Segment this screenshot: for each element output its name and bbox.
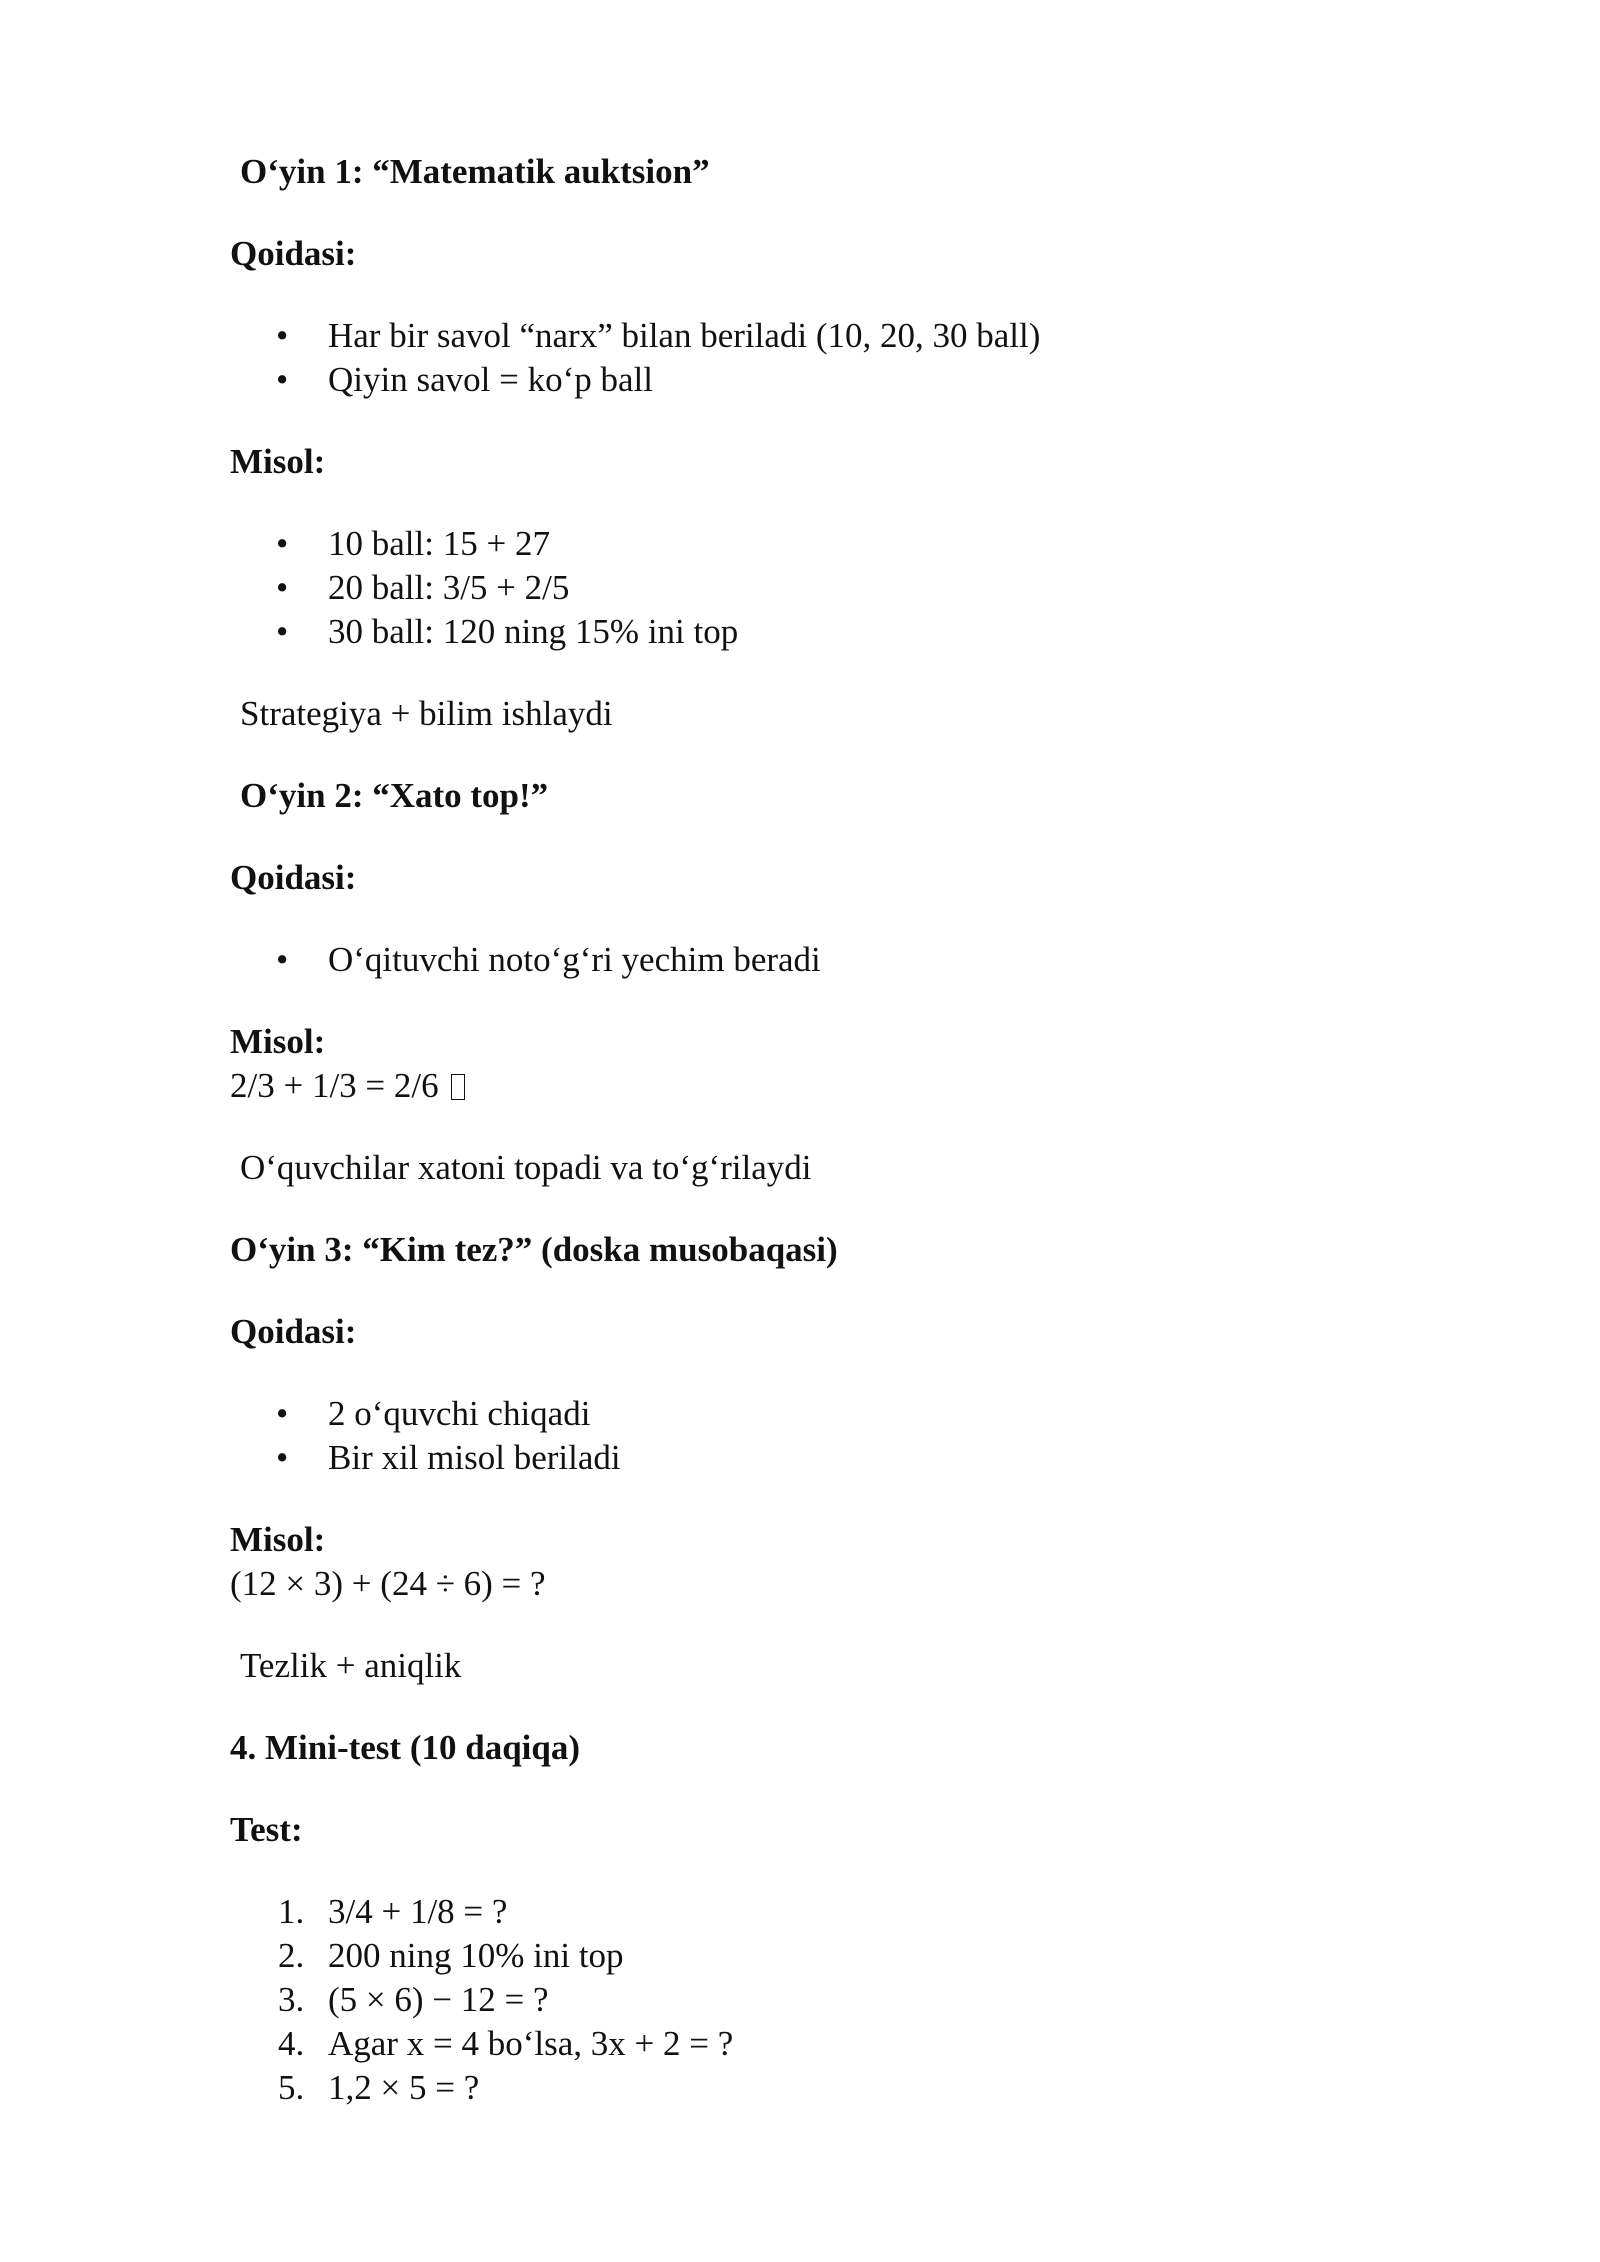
list-item (230, 1934, 1430, 1978)
game3-rules-list (230, 1392, 1430, 1480)
game2-note: O‘quvchilar xatoni topadi va to‘g‘rilaydi (240, 1148, 812, 1187)
list-item: • Har bir savol “narx” bilan beriladi (10, 20, 30 ball) (230, 314, 1430, 358)
game1-note: Strategiya + bilim ishlaydi (240, 694, 613, 733)
list-item: • Qiyin savol = ko‘p ball (230, 358, 1430, 402)
list-item: • Bir xil misol beriladi (230, 1436, 1430, 1480)
list-item: • 2 o‘quvchi chiqadi (230, 1392, 1430, 1436)
list-item (230, 2066, 1430, 2110)
game3-rules-label: Qoidasi: (230, 1312, 357, 1351)
list-item: • 30 ball: 120 ning 15% ini top (230, 610, 1430, 654)
game2-example-text: 2/3 + 1/3 = 2/6 (230, 1066, 439, 1105)
list-item (230, 2022, 1430, 2066)
item-number: 5. (278, 2068, 305, 2107)
item-text: Agar x = 4 bo‘lsa, 3x + 2 = ? (328, 2024, 734, 2063)
game2-title: O‘yin 2: “Xato top!” (240, 776, 549, 815)
game2-rules-list (230, 938, 1430, 982)
item-number: 2. (278, 1936, 305, 1975)
item-number: 3. (278, 1980, 305, 2019)
game2-rules-label: Qoidasi: (230, 858, 357, 897)
minitest-test-label: Test: (230, 1810, 303, 1849)
minitest-title: 4. Mini-test (10 daqiqa) (230, 1728, 580, 1767)
game3-example: (12 × 3) + (24 ÷ 6) = ? (230, 1564, 546, 1603)
list-item (230, 1890, 1430, 1934)
document-page (230, 150, 1430, 2110)
item-text: 3/4 + 1/8 = ? (328, 1892, 508, 1931)
list-item: • O‘qituvchi noto‘g‘ri yechim beradi (230, 938, 1430, 982)
game1-examples-list (230, 522, 1430, 654)
list-item (230, 1978, 1430, 2022)
item-text: 200 ning 10% ini top (328, 1936, 624, 1975)
game1-rules-label: Qoidasi: (230, 234, 357, 273)
minitest-list (230, 1890, 1430, 2110)
item-number: 4. (278, 2024, 305, 2063)
list-item: • 10 ball: 15 + 27 (230, 522, 1430, 566)
game3-example-label: Misol: (230, 1520, 326, 1559)
missing-glyph-icon (451, 1074, 465, 1100)
game3-note: Tezlik + aniqlik (240, 1646, 462, 1685)
list-item: • 20 ball: 3/5 + 2/5 (230, 566, 1430, 610)
game1-example-label: Misol: (230, 442, 326, 481)
item-number: 1. (278, 1892, 305, 1931)
game2-example (230, 1064, 1430, 1108)
item-text: (5 × 6) − 12 = ? (328, 1980, 549, 2019)
game1-title: O‘yin 1: “Matematik auktsion” (240, 152, 710, 191)
game1-rules-list (230, 314, 1430, 402)
item-text: 1,2 × 5 = ? (328, 2068, 480, 2107)
game3-title: O‘yin 3: “Kim tez?” (doska musobaqasi) (230, 1230, 838, 1269)
game2-example-label: Misol: (230, 1022, 326, 1061)
